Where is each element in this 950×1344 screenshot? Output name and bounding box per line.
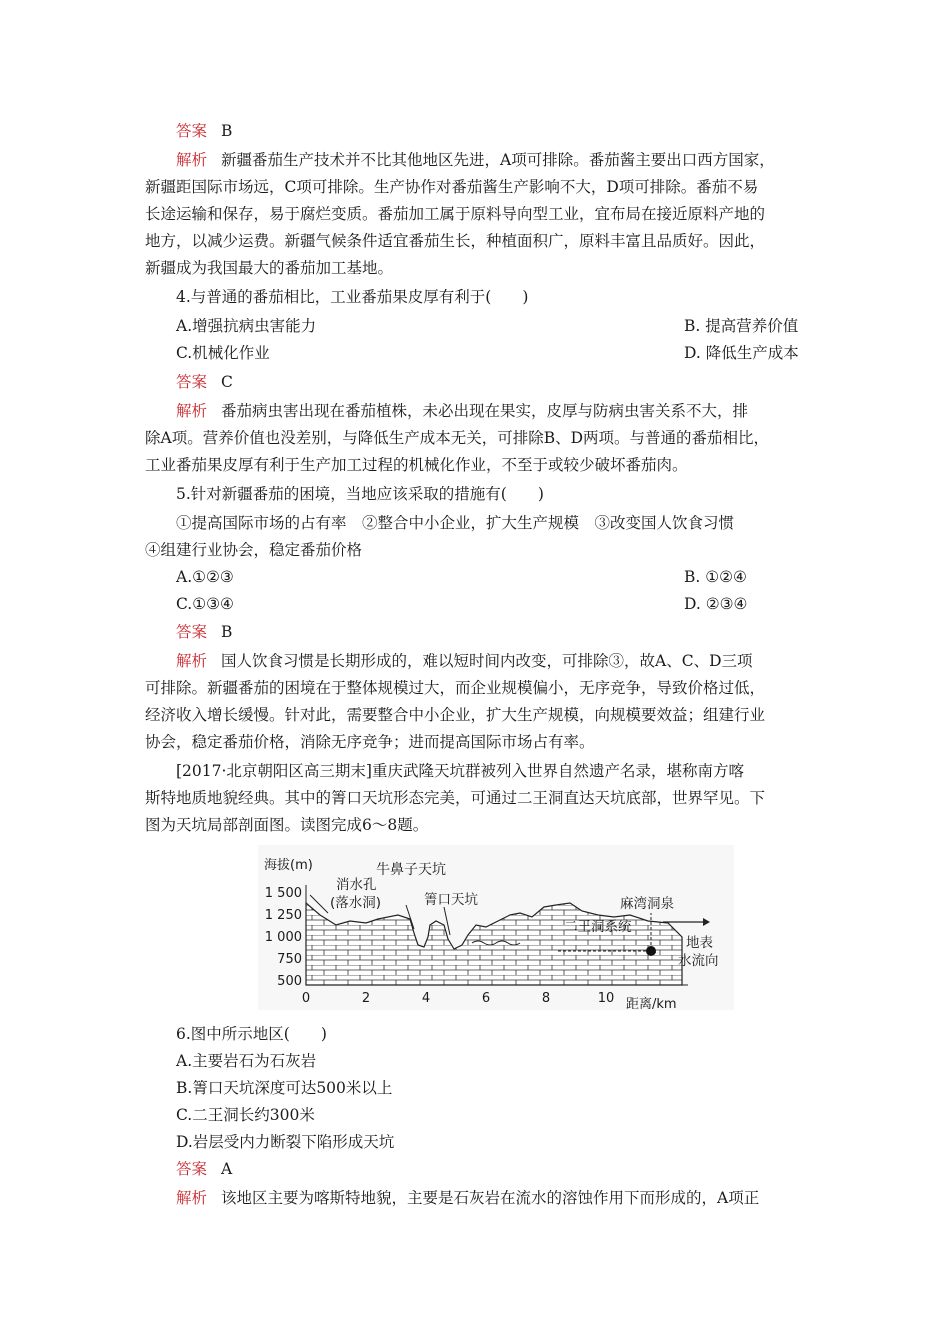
y-tick-label: 1 500 [264, 886, 302, 901]
label-qingkou-tiankeng: 箐口天坑 [424, 892, 478, 908]
option-a: A.①②③ [176, 568, 234, 586]
analysis-label: 解析 [176, 151, 208, 169]
q5-items-line: ①提高国际市场的占有率 ②整合中小企业，扩大生产规模 ③改变国人饮食习惯 [176, 514, 735, 532]
tiankeng-profile-figure [258, 845, 734, 1010]
q5-options-row [176, 566, 747, 588]
analysis-text: 新疆番茄生产技术并不比其他地区先进，A项可排除。番茄酱主要出口西方国家， [221, 151, 775, 169]
q5-stem: 5.针对新疆番茄的困境，当地应该采取的措施有( ) [176, 485, 544, 503]
label-sinkhole: 消水孔 [336, 877, 377, 893]
analysis-label: 解析 [176, 402, 208, 420]
answer-label: 答案 [176, 623, 208, 641]
option-b: B. ①②④ [684, 568, 747, 586]
y-tick-label: 500 [277, 974, 302, 989]
x-tick-label: 8 [541, 991, 551, 1006]
answer-value: B [221, 623, 233, 641]
x-tick-label: 2 [361, 991, 371, 1006]
label-mawan-spring: 麻湾洞泉 [620, 896, 674, 912]
analysis-text: 可排除。新疆番茄的困境在于整体规模过大，而企业规模偏小，无序竞争，导致价格过低， [145, 679, 766, 697]
intro-text: 斯特地质地貌经典。其中的箐口天坑形态完美，可通过二王洞直达天坑底部，世界罕见。下 [145, 789, 766, 807]
x-axis-title: 距离/km [626, 997, 677, 1010]
intro-text: 图为天坑局部剖面图。读图完成6～8题。 [145, 816, 429, 834]
option-b: B. 提高营养价值 [684, 317, 799, 335]
label-niubizi-tiankeng: 牛鼻子天坑 [376, 862, 446, 878]
answer-label: 答案 [176, 373, 208, 391]
analysis-text: 除A项。营养价值也没差别，与降低生产成本无关，可排除B、D两项。与普通的番茄相比， [145, 429, 770, 447]
analysis-label: 解析 [176, 652, 208, 670]
y-tick-label: 750 [277, 952, 302, 967]
label-flow-2: 水流向 [678, 953, 719, 969]
answer-value: A [221, 1160, 233, 1178]
option-c: C.二王洞长约300米 [176, 1106, 315, 1124]
analysis-label: 解析 [176, 1189, 208, 1207]
q4-options-row [176, 315, 799, 337]
analysis-text: 新疆距国际市场远，C项可排除。生产协作对番茄酱生产影响不大，D项可排除。番茄不易 [145, 178, 759, 196]
option-b: B.箐口天坑深度可达500米以上 [176, 1079, 393, 1097]
q5-analysis-line [176, 650, 753, 672]
option-d: D. 降低生产成本 [684, 344, 799, 362]
analysis-text: 番茄病虫害出现在番茄植株，未必出现在果实，皮厚与防病虫害关系不大，排 [221, 402, 749, 420]
q3-answer-line [176, 120, 232, 142]
analysis-text: 协会，稳定番茄价格，消除无序竞争；进而提高国际市场占有率。 [145, 733, 595, 751]
analysis-text: 长途运输和保存，易于腐烂变质。番茄加工属于原料导向型工业，宜布局在接近原料产地的 [145, 205, 766, 223]
x-tick-label: 4 [421, 991, 431, 1006]
q6-answer-line [176, 1158, 232, 1180]
q6-stem: 6.图中所示地区( ) [176, 1025, 327, 1043]
q5-options-row [176, 593, 748, 615]
analysis-text: 地方，以减少运费。新疆气候条件适宜番茄生长，种植面积广，原料丰富且品质好。因此， [145, 232, 766, 250]
q5-answer-line [176, 621, 232, 643]
q6-analysis-line [176, 1187, 759, 1209]
spring-marker [646, 946, 656, 956]
q4-stem: 4.与普通的番茄相比，工业番茄果皮厚有利于( ) [176, 288, 529, 306]
option-d: D. ②③④ [684, 595, 748, 613]
y-tick-label: 1 250 [264, 908, 302, 923]
answer-value: C [221, 373, 233, 391]
q3-analysis-line [176, 149, 775, 171]
analysis-text: 工业番茄果皮厚有利于生产加工过程的机械化作业，不至于或较少破坏番茄肉。 [145, 456, 688, 474]
label-erwang-cave: 二王洞系统 [564, 919, 632, 935]
analysis-text: 该地区主要为喀斯特地貌，主要是石灰岩在流水的溶蚀作用下而形成的，A项正 [221, 1189, 760, 1207]
y-tick-label: 1 000 [264, 930, 302, 945]
answer-value: B [221, 122, 233, 140]
option-c: C.①③④ [176, 595, 234, 613]
option-a: A.主要岩石为石灰岩 [176, 1052, 317, 1070]
answer-label: 答案 [176, 1160, 208, 1178]
option-d: D.岩层受内力断裂下陷形成天坑 [176, 1133, 395, 1151]
intro-text: [2017·北京朝阳区高三期末]重庆武隆天坑群被列入世界自然遗产名录，堪称南方喀 [176, 762, 744, 780]
label-sinkhole-alt: (落水洞) [330, 895, 382, 911]
q4-answer-line [176, 371, 233, 393]
option-a: A.增强抗病虫害能力 [176, 317, 317, 335]
answer-label: 答案 [176, 122, 208, 140]
x-tick-label: 0 [301, 991, 311, 1006]
analysis-text: 新疆成为我国最大的番茄加工基地。 [145, 259, 394, 277]
analysis-text: 经济收入增长缓慢。针对此，需要整合中小企业，扩大生产规模，向规模要效益；组建行业 [145, 706, 766, 724]
q4-analysis-line [176, 400, 748, 422]
y-axis-title: 海拔(m) [264, 858, 313, 873]
option-c: C.机械化作业 [176, 344, 270, 362]
x-tick-label: 10 [597, 991, 615, 1006]
q5-items-line: ④组建行业协会，稳定番茄价格 [145, 541, 363, 559]
q4-options-row [176, 342, 799, 364]
analysis-text: 国人饮食习惯是长期形成的，难以短时间内改变，可排除③，故A、C、D三项 [221, 652, 753, 670]
x-tick-label: 6 [481, 991, 491, 1006]
label-flow-1: 地表 [686, 935, 713, 951]
